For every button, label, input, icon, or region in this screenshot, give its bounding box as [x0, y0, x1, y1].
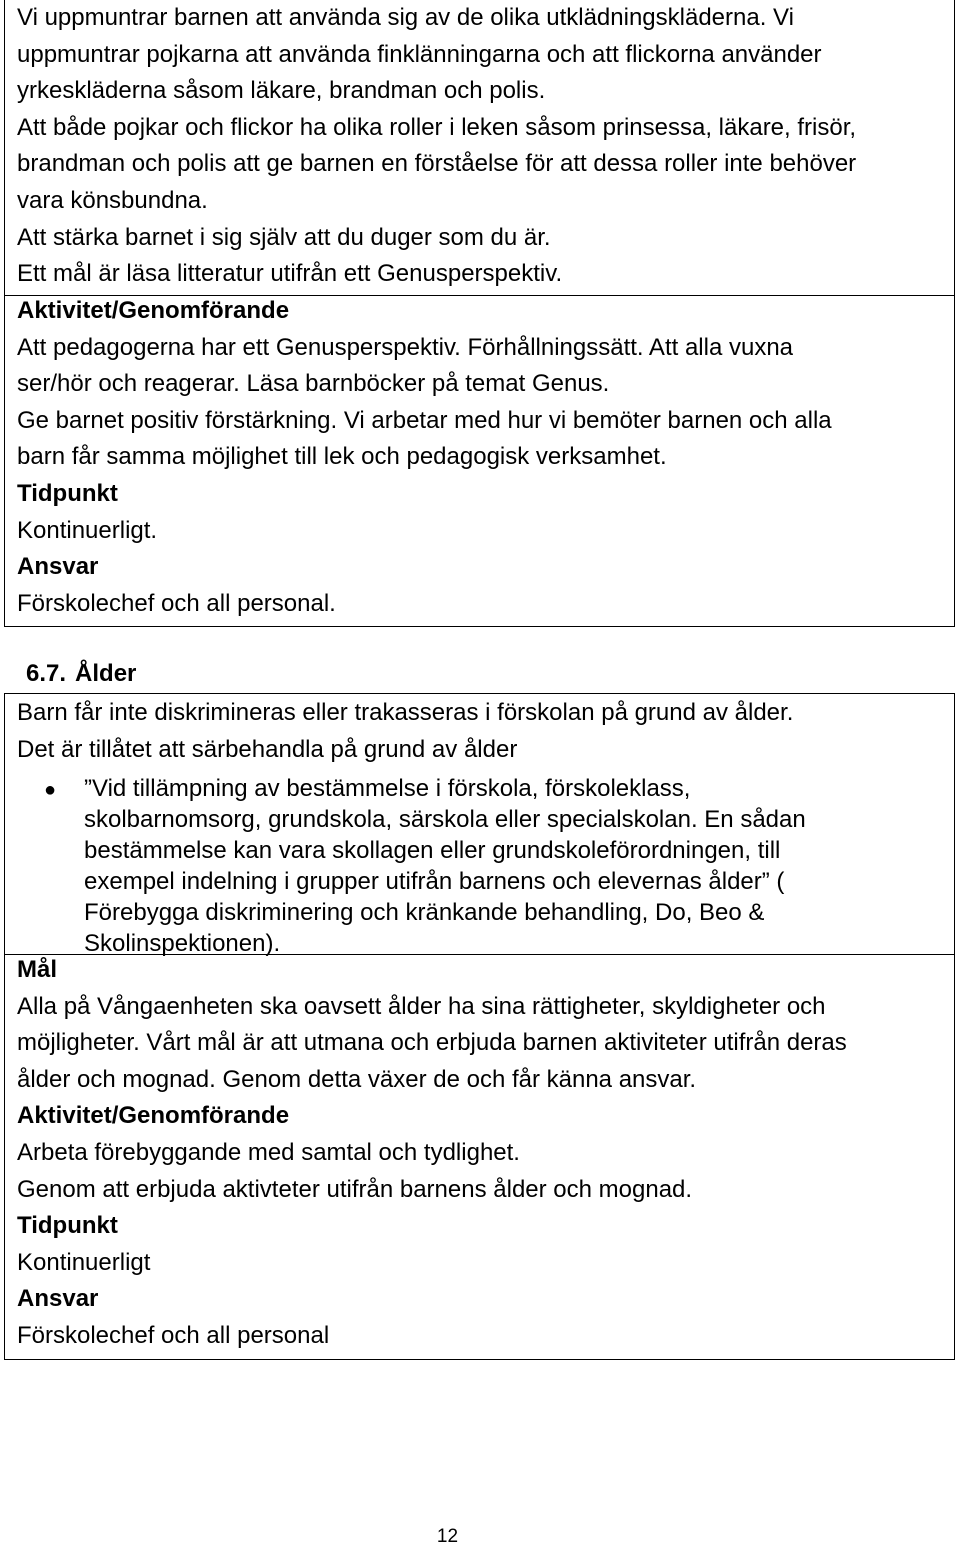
responsibility-heading: Ansvar	[17, 553, 99, 581]
table-section-alder	[4, 693, 955, 1360]
list-item	[5, 773, 944, 959]
time-value: Kontinuerligt	[17, 1248, 151, 1276]
text-line: bestämmelse kan vara skollagen eller grundskoleförordningen, till	[84, 837, 781, 864]
table-section-genus	[4, 0, 955, 627]
text-line: Det är tillåtet att särbehandla på grund av ålder	[17, 735, 518, 763]
time-heading: Tidpunkt	[17, 479, 118, 507]
goal-activity-cell	[5, 955, 954, 1361]
text-line: vara könsbundna.	[17, 186, 208, 214]
text-line: Barn får inte diskrimineras eller trakasseras i förskolan på grund av ålder.	[17, 699, 794, 726]
text-line: Genom att erbjuda aktivteter utifrån barnens ålder och mognad.	[17, 1175, 693, 1203]
text-line: ”Vid tillämpning av bestämmelse i förskola, förskoleklass,	[84, 775, 691, 802]
text-line: Alla på Vångaenheten ska oavsett ålder ha sina rättigheter, skyldigheter och	[17, 992, 826, 1020]
text-line: barn får samma möjlighet till lek och pedagogisk verksamhet.	[17, 443, 667, 471]
text-line: Ett mål är läsa litteratur utifrån ett Genusperspektiv.	[17, 260, 563, 288]
page-number: 12	[436, 1526, 459, 1547]
text-line: Skolinspektionen).	[84, 930, 281, 957]
text-line: Arbeta förebyggande med samtal och tydlighet.	[17, 1138, 520, 1166]
intro-cell	[5, 694, 954, 955]
goal-text	[17, 0, 944, 293]
time-heading: Tidpunkt	[17, 1212, 118, 1240]
text-line: yrkeskläderna såsom läkare, brandman och polis.	[17, 77, 546, 105]
text-line: brandman och polis att ge barnen en förståelse för att dessa roller inte behöver	[17, 150, 857, 178]
time-value: Kontinuerligt.	[17, 516, 158, 544]
responsibility-heading: Ansvar	[17, 1285, 99, 1313]
section-heading	[26, 656, 136, 692]
section-number: 6.7.	[26, 660, 67, 687]
goal-activity-text	[17, 952, 944, 1355]
goal-cell	[5, 0, 954, 296]
activity-cell	[5, 296, 954, 628]
section-title: Ålder	[75, 660, 137, 687]
text-line: Förebygga diskriminering och kränkande behandling, Do, Beo &	[84, 899, 765, 926]
text-line: ålder och mognad. Genom detta växer de och får känna ansvar.	[17, 1065, 697, 1093]
text-line: Att pedagogerna har ett Genusperspektiv. Förhållningssätt. Att alla vuxna	[17, 333, 794, 361]
responsibility-value: Förskolechef och all personal	[17, 1321, 330, 1349]
text-line: Vi uppmuntrar barnen att använda sig av de olika utklädningskläderna. Vi	[17, 4, 794, 31]
text-line: exempel indelning i grupper utifrån barnens och elevernas ålder” (	[84, 868, 785, 895]
text-line: möjligheter. Vårt mål är att utmana och erbjuda barnen aktiviteter utifrån deras	[17, 1029, 847, 1057]
text-line: uppmuntrar pojkarna att använda finklänningarna och att flickorna använder	[17, 40, 822, 68]
goal-heading: Mål	[17, 956, 58, 983]
responsibility-value: Förskolechef och all personal.	[17, 589, 336, 617]
activity-text	[17, 293, 944, 622]
text-line: Att stärka barnet i sig själv att du duger som du är.	[17, 223, 551, 251]
text-line: Ge barnet positiv förstärkning. Vi arbetar med hur vi bemöter barnen och alla	[17, 406, 832, 434]
activity-heading: Aktivitet/Genomförande	[17, 1102, 290, 1130]
activity-heading: Aktivitet/Genomförande	[17, 297, 290, 324]
bullet-icon: ●	[44, 779, 57, 801]
intro-text	[17, 695, 944, 768]
text-line: skolbarnomsorg, grundskola, särskola eller specialskolan. En sådan	[84, 806, 806, 833]
text-line: Att både pojkar och flickor ha olika roller i leken såsom prinsessa, läkare, frisör,	[17, 113, 857, 141]
text-line: ser/hör och reagerar. Läsa barnböcker på temat Genus.	[17, 370, 610, 398]
bullet-list	[5, 773, 944, 959]
